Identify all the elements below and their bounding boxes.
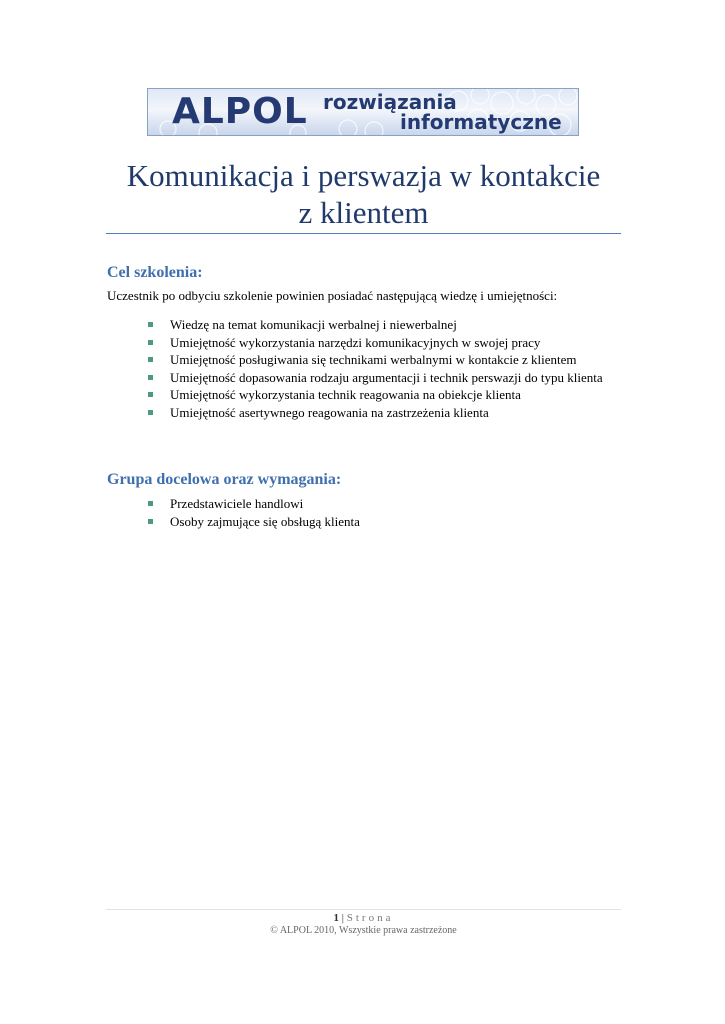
list-item-text: Umiejętność posługiwania się technikami werbalnymi w kontakcie z klientem [170, 352, 577, 367]
page-word: Strona [346, 912, 394, 924]
alpol-logo [147, 88, 579, 136]
list-item-text: Wiedzę na temat komunikacji werbalnej i niewerbalnej [170, 317, 457, 332]
target-list [148, 495, 620, 530]
square-bullet-icon [148, 375, 153, 380]
list-item [148, 351, 620, 369]
goal-list [148, 316, 620, 421]
list-item-text: Umiejętność wykorzystania narzędzi komunikacyjnych w swojej pracy [170, 334, 541, 350]
list-item [148, 404, 620, 422]
footer-divider [106, 909, 621, 910]
list-item [148, 386, 620, 404]
square-bullet-icon [148, 322, 153, 327]
title-divider [106, 233, 621, 234]
square-bullet-icon [148, 410, 153, 415]
list-item-text: Umiejętność asertywnego reagowania na zastrzeżenia klienta [170, 404, 489, 420]
list-item-text: Umiejętność dopasowania rodzaju argumentacji i technik perswazji do typu klienta [170, 369, 603, 385]
square-bullet-icon [148, 392, 153, 397]
list-item-text: Osoby zajmujące się obsługą klienta [170, 513, 360, 529]
square-bullet-icon [148, 357, 153, 362]
square-bullet-icon [148, 519, 153, 524]
document-title [106, 157, 621, 231]
list-item-text: Przedstawiciele handlowi [170, 496, 304, 511]
square-bullet-icon [148, 501, 153, 506]
section-heading-target: Grupa docelowa oraz wymagania: [107, 471, 342, 488]
list-item [148, 513, 620, 531]
square-bullet-icon [148, 340, 153, 345]
section-heading-goal: Cel szkolenia: [107, 264, 203, 281]
page-separator: | [341, 912, 344, 924]
list-item [148, 495, 620, 513]
list-item-text: Umiejętność wykorzystania technik reagowania na obiekcje klienta [170, 387, 521, 402]
logo-tagline-2: informatyczne [400, 110, 562, 134]
page-number-line [106, 911, 621, 925]
title-line-2: z klientem [298, 195, 429, 230]
title-line-1: Komunikacja i perswazja w kontakcie [126, 158, 601, 193]
list-item [148, 334, 620, 352]
logo-tagline-1: rozwiązania [323, 90, 457, 114]
logo-brand: ALPOL [172, 91, 308, 132]
page-number: 1 [333, 912, 340, 924]
copyright-notice: © ALPOL 2010, Wszystkie prawa zastrzeżone [270, 925, 457, 936]
list-item [148, 369, 620, 387]
section-goal-intro: Uczestnik po odbyciu szkolenie powinien posiadać następującą wiedzę i umiejętności: [107, 288, 558, 303]
list-item [148, 316, 620, 334]
